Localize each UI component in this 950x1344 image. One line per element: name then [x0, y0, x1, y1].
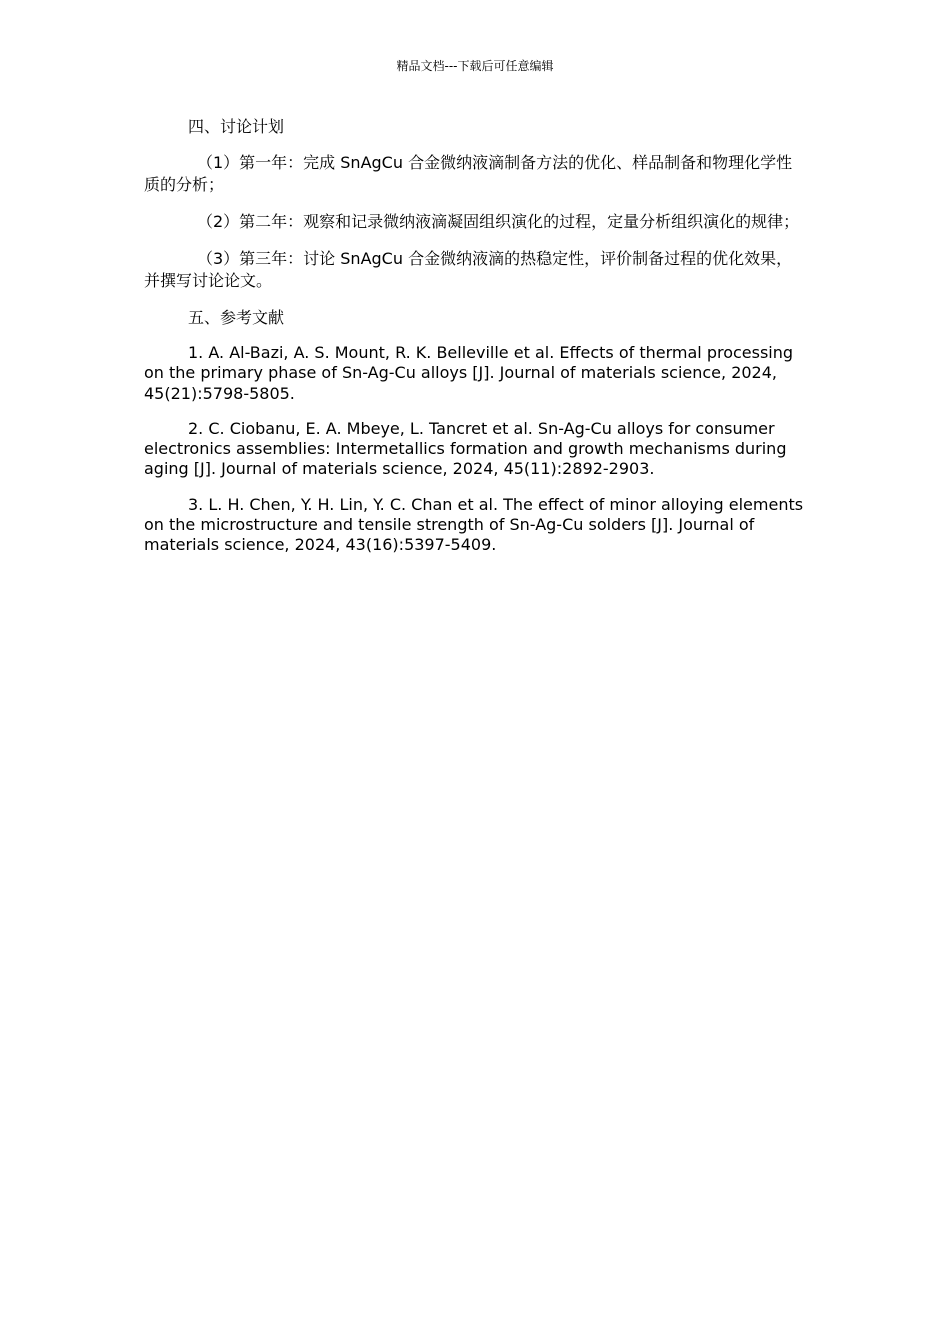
plan-item-year-2: （2）第二年：观察和记录微纳液滴凝固组织演化的过程，定量分析组织演化的规律； — [197, 212, 800, 231]
reference-list — [144, 343, 806, 556]
section-heading-plan: 四、讨论计划 — [188, 117, 285, 136]
section-heading-references: 五、参考文献 — [188, 308, 285, 327]
reference-item-3: 3. L. H. Chen, Y. H. Lin, Y. C. Chan et al. The effect of minor alloying elements on the microstructure and tensile strength of Sn-Ag-Cu solders [J]. Journal of materials science, 2024, 43(16):5397-5409. — [144, 494, 804, 555]
reference-item-2: 2. C. Ciobanu, E. A. Mbeye, L. Tancret et al. Sn-Ag-Cu alloys for consumer electronics assemblies: Intermetallics formation and growth mechanisms during aging [J]. Journal of materials science, 2024, 45(11):2892-2903. — [144, 418, 787, 479]
page-header: 精品文档---下载后可任意编辑 — [396, 59, 554, 73]
plan-item-year-3: （3）第三年：讨论 SnAgCu 合金微纳液滴的热稳定性，评价制备过程的优化效果，并撰写讨论论文。 — [144, 249, 793, 290]
reference-item-1: 1. A. Al-Bazi, A. S. Mount, R. K. Belleville et al. Effects of thermal processing on the primary phase of Sn-Ag-Cu alloys [J]. Journal of materials science, 2024, 45(21):5798-5805. — [144, 343, 794, 403]
document-body — [144, 116, 806, 571]
plan-item-year-1: （1）第一年：完成 SnAgCu 合金微纳液滴制备方法的优化、样品制备和物理化学性质的分析； — [144, 153, 793, 194]
